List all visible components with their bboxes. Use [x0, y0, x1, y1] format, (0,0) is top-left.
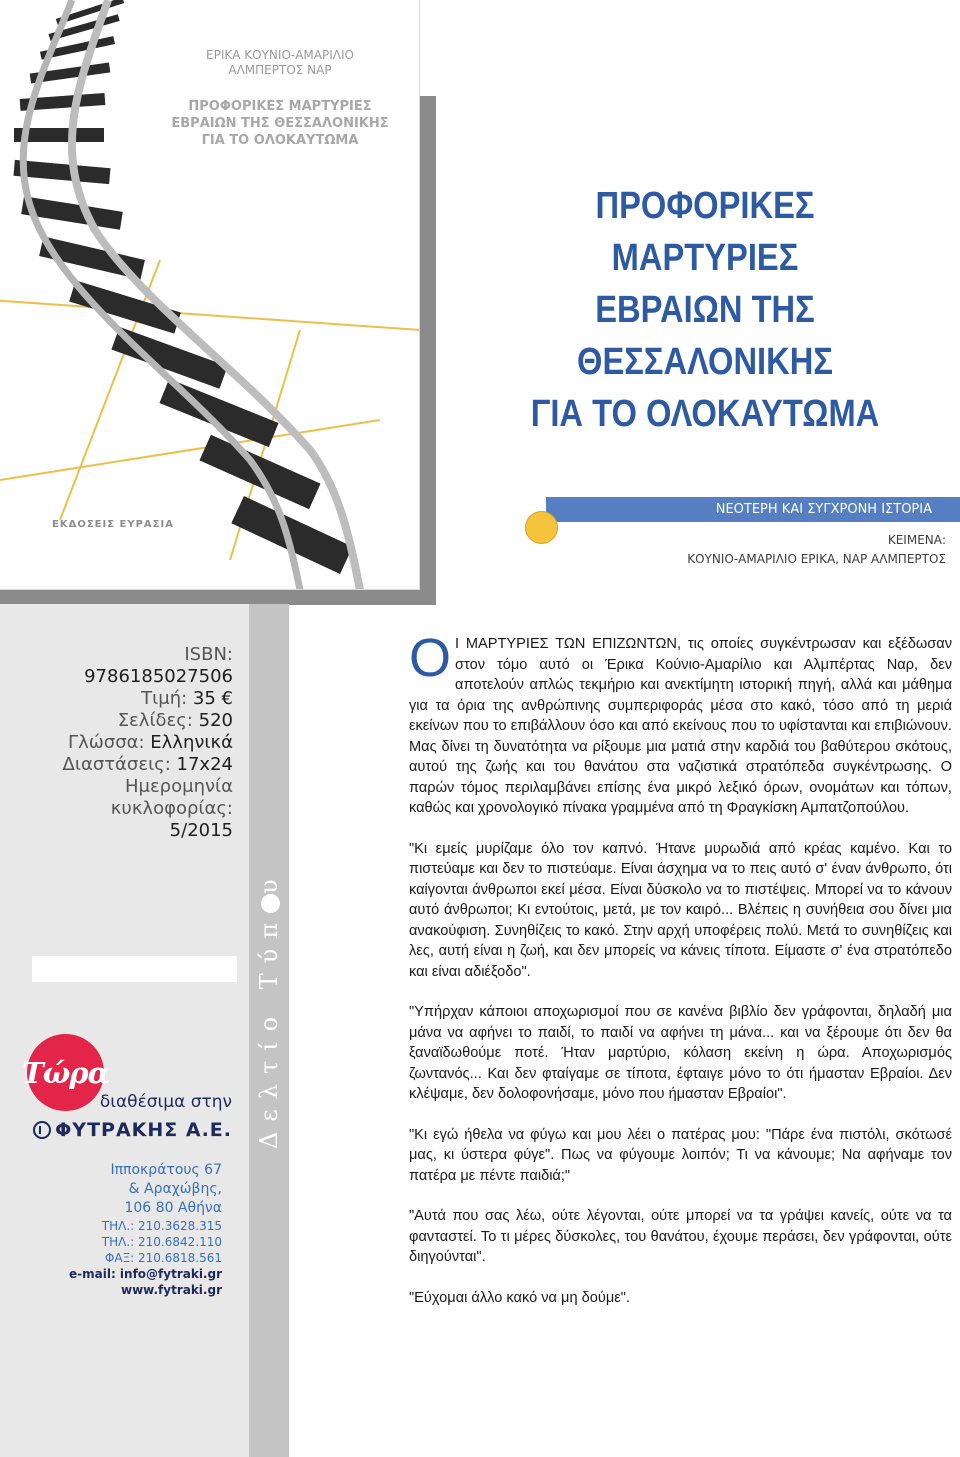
cover-title: ΠΡΟΦΟΡΙΚΕΣ ΜΑΡΤΥΡΙΕΣ ΕΒΡΑΙΩΝ ΤΗΣ ΘΕΣΣΑΛΟΝΙΚΗΣ ΓΙΑ ΤΟ ΟΛΟΚΑΥΤΩΜΑ — [171, 99, 389, 148]
address-street: Ιπποκράτους 67 — [110, 1162, 222, 1178]
railway-illustration — [0, 0, 420, 590]
now-badge-text: Τώρα — [22, 1055, 109, 1090]
category-circle-ornament — [525, 511, 558, 544]
category-bar — [546, 497, 960, 522]
euro-symbol: € — [221, 688, 233, 709]
price-label: Τιμή: — [141, 688, 188, 709]
press-release-label — [257, 869, 281, 1149]
release-label-1: Ημερομηνία — [124, 776, 233, 797]
release-label-2: κυκλοφορίας: — [110, 798, 233, 819]
phone-1: ΤΗΛ.: 210.3628.315 — [101, 1219, 222, 1233]
isbn-label: ISBN: — [184, 644, 233, 665]
email-link[interactable]: e-mail: info@fytraki.gr — [69, 1267, 222, 1281]
book-headline — [503, 180, 907, 440]
quote-paragraph-3: "Κι εγώ ήθελα να φύγω και μου λέει ο πατέρας μου: "Πάρε ένα πιστόλι, σκότωσέ μας, κι ύστερα φύγε". Πως να φύγουμε λοιπόν; Τι να κάνουμε; Να αφήναμε τον πατέρα με πέντε παιδιά;" — [409, 1126, 952, 1184]
headline-line-2: ΕΒΡΑΙΩΝ ΤΗΣ ΘΕΣΣΑΛΟΝΙΚΗΣ — [577, 289, 833, 383]
pages-value: 520 — [198, 710, 233, 731]
address-city: 106 80 Αθήνα — [124, 1200, 222, 1216]
address-cross-street: & Αραχώβης, — [128, 1181, 222, 1197]
pages-label: Σελίδες: — [117, 710, 193, 731]
website-link[interactable]: www.fytraki.gr — [120, 1283, 222, 1297]
flower-icon — [261, 894, 280, 913]
book-details — [63, 644, 233, 842]
language-label: Γλώσσα: — [68, 732, 145, 753]
dimensions-label: Διαστάσεις: — [62, 754, 171, 775]
press-release-part-1: Δελτ — [255, 1050, 283, 1149]
fax: ΦΑΞ: 210.6818.561 — [104, 1251, 222, 1265]
release-date: 5/2015 — [169, 820, 233, 841]
book-cover — [0, 0, 420, 590]
article-body — [409, 628, 952, 1328]
isbn-value: 9786185027506 — [84, 666, 233, 687]
credits-label: ΚΕΙΜΕΝΑ: — [887, 533, 946, 547]
now-badge — [22, 1034, 109, 1111]
intro-text: Ι ΜΑΡΤΥΡΙΕΣ ΤΩΝ ΕΠΙΖΩΝΤΩΝ, τις οποίες συγκέντρωσαν και εξέδωσαν στον τόμο αυτό οι Έρικα Κούνιο-Αμαρίλιο και Αλμπέρτας Ναρ, δεν αποτελούν απλώς τεκμήριο και ανεκτίμητη ιστορική πηγή, αλλά και μάθημα για τα όρια της ανθρώπινης συμπεριφοράς μέσα στο κακό, τόσο από τη μεριά εκείνων που το επιβάλλουν όσο και από εκείνους που το υφίστανται και επιβιώνουν. Μας δίνει τη δυνατότητα να ρίξουμε μια ματιά στην καρδιά του βαθύτερου σκότους, αυτού της ζωής και του θανάτου στα ναζιστικά στρατόπεδα συγκέντρωσης. Ο παρών τόμος περιλαμβάνει επίσης ένα μικρό λεξικό όρων, ονομάτων και τόπων, καθώς και χρονολογικό πίνακα γραμμένα από τη Φραγκίσκη Αμπατζοπούλου. — [409, 636, 952, 816]
price-value: 35 — [192, 688, 216, 709]
store-contact — [69, 1161, 222, 1298]
headline-line-1: ΠΡΟΦΟΡΙΚΕΣ ΜΑΡΤΥΡΙΕΣ — [595, 185, 815, 279]
drop-cap: Ο — [409, 628, 452, 688]
category-label: ΝΕΟΤΕΡΗ ΚΑΙ ΣΥΓΧΡΟΝΗ ΙΣΤΟΡΙΑ — [715, 502, 932, 517]
language-value: Ελληνικά — [150, 732, 233, 753]
quote-paragraph-1: "Κι εμείς μυρίζαμε όλο τον καπνό. Ήτανε μυρωδιά από κρέας καμένο. Και το πιστεύαμε και δεν το πιστεύαμε. Είναι άσχημα να το πεις αυτό σ' έναν άνθρωπο, ότι καίγονται άνθρωποι εκεί μέσα. Είναι δύσκολο να το πιστέψεις. Μπορεί να το κάνουν αυτό άνθρωποι; Κι εντούτοις, μετά, με τον καιρό... Βλέπεις η συνήθεια σου δίνει μια ανακούφιση. Συνηθίζεις το κακό. Στην αρχή υποφέρεις πολύ. Μετά το συνηθίζεις και λες, αυτή είναι η ζωή, και δεν μπορείς να κάνεις τίποτα. Είμαστε σ' ένα στρατόπεδο και είναι αδιέξοδο". — [409, 840, 952, 980]
credits-authors: ΚΟΥΝΙΟ-ΑΜΑΡΙΛΙΟ ΕΡΙΚΑ, ΝΑΡ ΑΛΜΠΕΡΤΟΣ — [687, 552, 946, 566]
intro-paragraph — [409, 628, 952, 819]
dimensions-value: 17x24 — [176, 754, 233, 775]
blank-box — [32, 956, 237, 982]
phone-2: ΤΗΛ.: 210.6842.110 — [101, 1235, 222, 1249]
store-name — [33, 1119, 232, 1141]
rail-sleepers — [13, 0, 352, 574]
store-logo-icon — [33, 1121, 51, 1139]
book-info-panel — [0, 604, 249, 1457]
headline-line-3: ΓΙΑ ΤΟ ΟΛΟΚΑΥΤΩΜΑ — [530, 393, 880, 435]
quote-paragraph-5: "Εύχομαι άλλο κακό να μη δούμε". — [409, 1289, 630, 1306]
press-release-part-2: ίο Τύπ — [255, 912, 283, 1051]
quote-paragraph-4: "Αυτά που σας λέω, ούτε λέγονται, ούτε μπορεί να τα γράψει κανείς, ούτε να τα φανταστεί. Το τι μέρες δύσκολες, του θανάτου, έχουμε περάσει, δεν γράφονται, ούτε διηγούνται". — [409, 1208, 952, 1265]
cover-authors: ΕΡΙΚΑ ΚΟΥΝΙΟ-ΑΜΑΡΙΛΙΟ ΑΛΜΠΕΡΤΟΣ ΝΑΡ — [206, 48, 354, 77]
cover-publisher: ΕΚΔΟΣΕΙΣ ΕΥΡΑΣΙΑ — [52, 519, 174, 530]
store-name-text: ΦΥΤΡΑΚΗΣ Α.Ε. — [55, 1119, 232, 1141]
available-at-text: διαθέσιμα στην — [99, 1092, 232, 1112]
quote-paragraph-2: "Υπήρχαν κάποιοι αποχωρισμοί που σε κανένα βιβλίο δεν γράφονται, δηλαδή μια μάνα να αφήνει το παιδί, το παιδί να αφήνει τη μάνα... και να ξέρουμε ότι δεν θα ξαναϊδωθούμε ποτέ. Ήταν μαρτύριο, κόλαση εκείνη η ώρα. Αποχωρισμός ζωντανός... Και δεν φταίγαμε σε τίποτα, έφταιγε μόνο το ότι ήμασταν Εβραίοι. Δεν κλέψαμε, δεν δολοφονήσαμε, μόνο που ήμασταν Εβραίοι". — [409, 1004, 952, 1102]
press-release-part-3: υ — [255, 869, 283, 894]
